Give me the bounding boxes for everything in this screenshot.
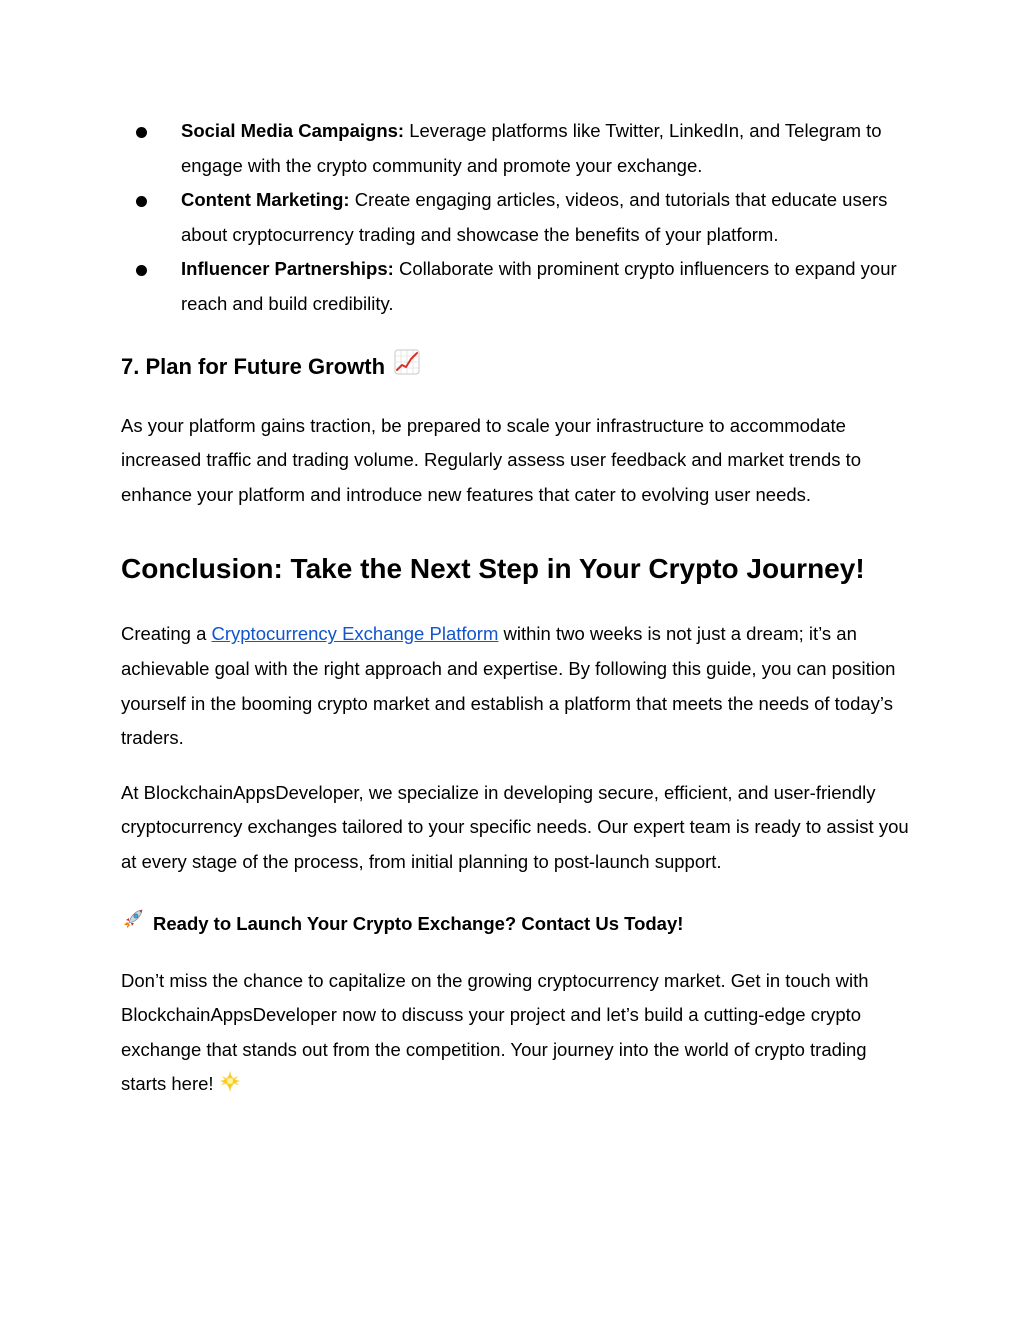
section-heading-text: 7. Plan for Future Growth [121, 353, 386, 379]
document-page [121, 114, 911, 1106]
section-paragraph: As your platform gains traction, be prepared to scale your infrastructure to accommodate increased traffic and trading volume. Regularly assess user feedback and market trends to enhance your platform and introduce new features that cater to evolving user needs. [121, 414, 862, 505]
bullet-text: Leverage platforms like Twitter, LinkedIn, and Telegram to engage with the crypto community and promote your exchange. [181, 120, 882, 176]
cta-heading [121, 907, 911, 942]
bullet-text: Collaborate with prominent crypto influencers to expand your reach and build credibility. [181, 258, 897, 314]
exchange-platform-link[interactable]: Cryptocurrency Exchange Platform [211, 623, 499, 645]
paragraph-text: within two weeks is not just a dream; it’s an achievable goal with the right approach and expertise. By following this guide, you can position yourself in the booming crypto market and establish a platform that meets the needs of today’s traders. [121, 623, 896, 749]
bullet-icon [136, 127, 147, 138]
paragraph-text: Creating a [121, 623, 212, 645]
bullet-text: Create engaging articles, videos, and tutorials that educate users about cryptocurrency trading and showcase the benefits of your platform. [181, 189, 888, 245]
conclusion-paragraph-1 [121, 617, 911, 755]
glowing-star-icon [218, 1070, 242, 1106]
cta-paragraph [121, 964, 911, 1106]
list-item [121, 183, 911, 252]
list-item [121, 114, 911, 183]
chart-increasing-icon [394, 349, 420, 385]
bullet-title: Social Media Campaigns: [181, 120, 405, 141]
list-item [121, 252, 911, 321]
rocket-icon [121, 907, 145, 942]
bullet-title: Influencer Partnerships: [181, 258, 394, 280]
cta-heading-text: Ready to Launch Your Crypto Exchange? Contact Us Today! [153, 913, 684, 934]
section-heading [121, 349, 911, 385]
conclusion-heading: Conclusion: Take the Next Step in Your Crypto Journey! [121, 553, 865, 585]
paragraph-text: Don’t miss the chance to capitalize on the growing cryptocurrency market. Get in touch with BlockchainAppsDeveloper now to discuss your project and let’s build a cutting-edge crypto exchange that stands out from the competition. Your journey into the world of crypto trading starts here! [121, 969, 869, 1095]
bullet-title: Content Marketing: [181, 189, 350, 211]
conclusion-paragraph-2: At BlockchainAppsDeveloper, we specialize in developing secure, efficient, and user-friendly cryptocurrency exchanges tailored to your specific needs. Our expert team is ready to assist you at every stage of the process, from initial planning to post-launch support. [121, 781, 909, 872]
bullet-icon [136, 265, 147, 276]
marketing-bullet-list [121, 114, 911, 322]
bullet-icon [136, 196, 147, 207]
